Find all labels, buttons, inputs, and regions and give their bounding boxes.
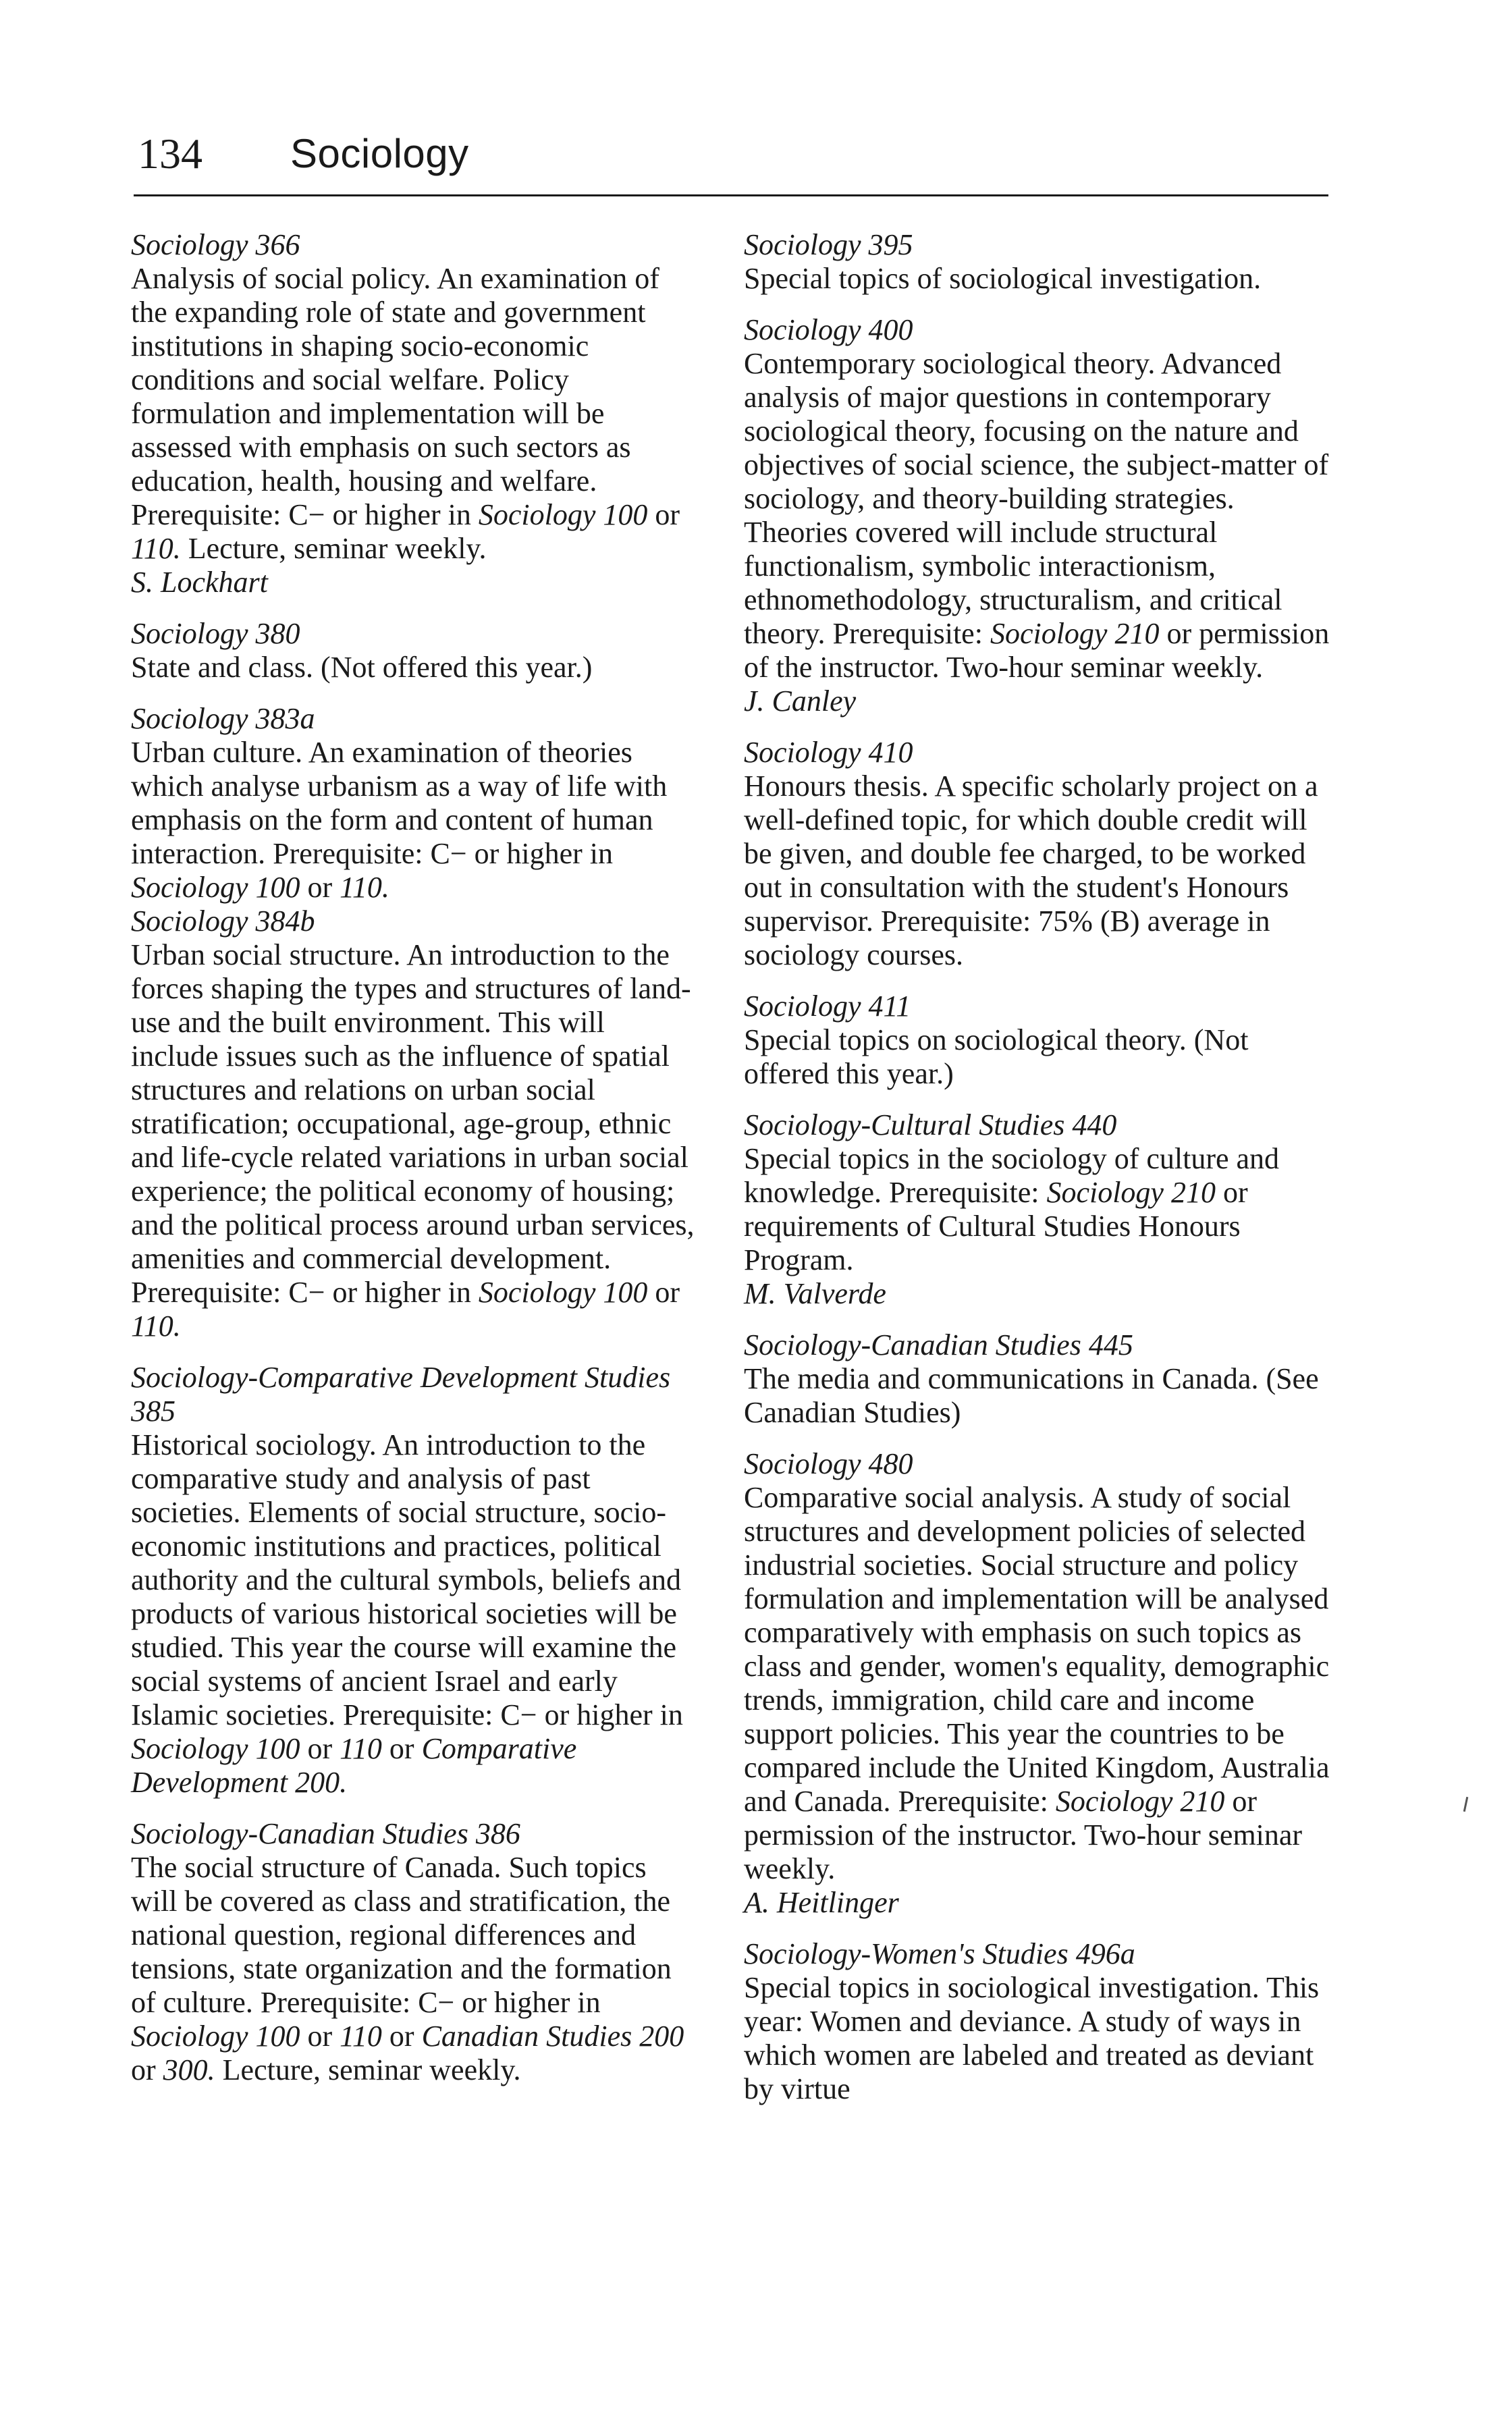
course-code: Sociology 411	[744, 990, 911, 1023]
course-entry	[744, 1447, 1331, 1920]
course-code: Sociology 380	[131, 617, 300, 650]
course-reference: Sociology 210	[990, 617, 1160, 650]
course-reference: 110	[340, 1732, 382, 1765]
page-header	[134, 120, 1328, 196]
course-entry	[131, 702, 698, 905]
course-entry	[744, 1328, 1331, 1430]
description-text: Urban social structure. An introduction to the forces shaping the types and structures of land-use and the built environment. This will include issues such as the influence of spatial structures and relations on urban social stratification; occupational, age-group, ethnic and life-cycle related variations in urban social experience; the political economy of housing; and the political process around urban services, amenities and commercial development. Prerequisite: C− or higher in	[131, 938, 695, 1309]
left-column	[131, 228, 698, 2105]
course-code: Sociology 410	[744, 736, 913, 769]
description-text: or	[300, 1732, 340, 1765]
course-instructor: A. Heitlinger	[744, 1886, 899, 1919]
right-column	[744, 228, 1331, 2124]
course-entry	[131, 228, 698, 599]
course-description	[131, 1428, 698, 1800]
course-code: Sociology 395	[744, 228, 913, 261]
course-description	[744, 262, 1331, 296]
description-text: Contemporary sociological theory. Advanced analysis of major questions in contemporary sociological theory, focusing on the nature and objectives of social science, the subject-matter of sociology, and theory-building strategies. Theories covered will include structural functionalism, symbolic interactionism, ethnomethodology, structuralism, and critical theory. Prerequisite:	[744, 347, 1329, 650]
stray-pen-mark	[1463, 1797, 1469, 1812]
course-entry	[744, 1108, 1331, 1311]
description-text: or	[131, 2053, 163, 2086]
course-reference: Sociology 210	[1046, 1176, 1216, 1209]
course-reference: 110.	[131, 1310, 181, 1343]
course-reference: 110	[340, 2020, 382, 2053]
description-text: or permission of the instructor. Two-hour seminar weekly.	[744, 1785, 1303, 1885]
course-instructor: M. Valverde	[744, 1277, 886, 1310]
course-description	[744, 1362, 1331, 1430]
description-text: Special topics of sociological investigation.	[744, 262, 1262, 295]
course-code: Sociology 480	[744, 1447, 913, 1480]
course-reference: Sociology 210	[1055, 1785, 1225, 1818]
course-instructor: J. Canley	[744, 684, 857, 718]
course-entry	[131, 617, 698, 684]
description-text: or	[381, 1732, 422, 1765]
course-description	[131, 938, 698, 1343]
course-description	[744, 1481, 1331, 1886]
course-description	[131, 736, 698, 905]
description-text: or	[381, 2020, 422, 2053]
description-text: or permission of the instructor. Two-hour seminar weekly.	[744, 617, 1330, 684]
course-description	[744, 770, 1331, 972]
course-entry	[744, 990, 1331, 1091]
course-entry	[744, 313, 1331, 718]
description-text: Analysis of social policy. An examination of the expanding role of state and government institutions in shaping socio-economic conditions and social welfare. Policy formulation and implementation will be assessed with emphasis on such sectors as education, health, housing and welfare. Prerequisite: C− or higher in	[131, 262, 659, 531]
description-text: The media and communications in Canada. (See Canadian Studies)	[744, 1362, 1319, 1429]
course-description	[131, 1851, 698, 2087]
description-text: Special topics on sociological theory. (Not offered this year.)	[744, 1023, 1249, 1090]
course-reference: 110.	[131, 532, 181, 565]
description-text: The social structure of Canada. Such topics will be covered as class and stratification, the national question, regional differences and tensions, state organization and the formation of culture. Prerequisite: C− or higher in	[131, 1851, 672, 2019]
course-instructor: S. Lockhart	[131, 566, 268, 599]
course-code: Sociology-Canadian Studies 445	[744, 1328, 1133, 1361]
description-text: Lecture, seminar weekly.	[180, 532, 487, 565]
course-code: Sociology 400	[744, 313, 913, 346]
description-text: or requirements of Cultural Studies Honours Program.	[744, 1176, 1248, 1276]
description-text: State and class. (Not offered this year.)	[131, 651, 593, 684]
description-text: Historical sociology. An introduction to the comparative study and analysis of past societies. Elements of social structure, socio-economic institutions and practices, political authority and the cultural symbols, beliefs and products of various historical societies will be studied. This year the course will examine the social systems of ancient Israel and early Islamic societies. Prerequisite: C− or higher in	[131, 1428, 683, 1731]
description-text: Urban culture. An examination of theories which analyse urbanism as a way of life with emphasis on the form and content of human interaction. Prerequisite: C− or higher in	[131, 736, 668, 870]
course-reference: Comparative Development 200.	[131, 1732, 577, 1799]
description-text: Special topics in the sociology of culture and knowledge. Prerequisite:	[744, 1142, 1280, 1209]
course-description	[744, 347, 1331, 684]
course-reference: Sociology 100	[131, 1732, 300, 1765]
course-reference: 300.	[163, 2053, 215, 2086]
course-description	[131, 262, 698, 566]
section-title: Sociology	[290, 131, 469, 176]
course-reference: 110.	[340, 871, 389, 904]
course-description	[744, 1971, 1331, 2106]
course-entry	[131, 905, 698, 1343]
course-reference: Sociology 100	[478, 498, 648, 531]
description-text: Comparative social analysis. A study of social structures and development policies of selected industrial societies. Social structure and policy formulation and implementation will be analysed comparatively with emphasis on such topics as class and gender, women's equality, demographic trends, immigration, child care and income support policies. This year the countries to be compared include the United Kingdom, Australia and Canada. Prerequisite:	[744, 1481, 1330, 1818]
course-code: Sociology 384b	[131, 905, 315, 938]
course-reference: Sociology 100	[131, 2020, 300, 2053]
course-entry	[744, 1937, 1331, 2106]
course-description	[131, 651, 698, 684]
course-description	[744, 1023, 1331, 1091]
description-text: Honours thesis. A specific scholarly project on a well-defined topic, for which double credit will be given, and double fee charged, to be worked out in consultation with the student's Honours supervisor. Prerequisite: 75% (B) average in sociology courses.	[744, 770, 1318, 971]
course-reference: Canadian Studies 200	[421, 2020, 684, 2053]
description-text: or	[300, 871, 340, 904]
course-reference: Sociology 100	[131, 871, 300, 904]
course-reference: Sociology 100	[478, 1276, 648, 1309]
course-entry	[131, 1817, 698, 2087]
course-entry	[744, 736, 1331, 972]
course-entry	[744, 228, 1331, 296]
description-text: Special topics in sociological investigation. This year: Women and deviance. A study of ways in which women are labeled and treated as deviant by virtue	[744, 1971, 1320, 2105]
page-number: 134	[138, 130, 202, 178]
course-code: Sociology-Women's Studies 496a	[744, 1937, 1135, 1970]
course-code: Sociology 366	[131, 228, 300, 261]
course-code: Sociology-Comparative Development Studies 385	[131, 1361, 671, 1428]
course-code: Sociology 383a	[131, 702, 315, 735]
description-text: or	[647, 1276, 680, 1309]
description-text: or	[647, 498, 680, 531]
description-text: Lecture, seminar weekly.	[215, 2053, 521, 2086]
course-description	[744, 1142, 1331, 1277]
description-text: or	[300, 2020, 340, 2053]
course-code: Sociology-Cultural Studies 440	[744, 1108, 1117, 1141]
course-entry	[131, 1361, 698, 1800]
course-code: Sociology-Canadian Studies 386	[131, 1817, 520, 1850]
